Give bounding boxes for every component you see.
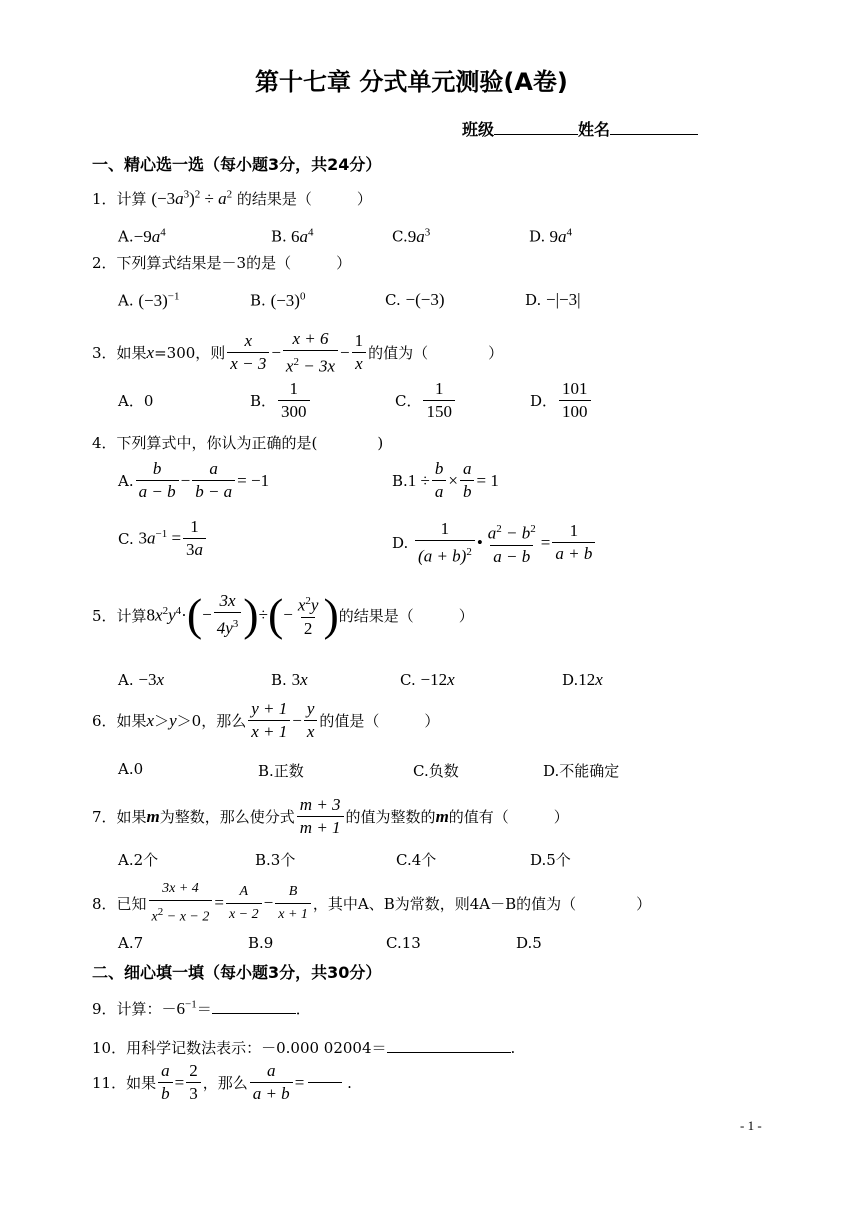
- question-8-option-b: B.9: [248, 934, 274, 952]
- question-1-option-c: $C.9a^3$: [392, 226, 431, 246]
- question-5-prefix: 5．计算: [92, 606, 147, 625]
- question-5-option-c: C. −12x: [400, 670, 455, 689]
- question-8: 8．已知 $\frac{3x + 4}{x^2 - x - 2}$ = $\frac{A}{x - 2}$ − $\frac{B}{x + 1}$ ，其中A、B为常数，则4A－B的值为（ ）: [92, 881, 652, 925]
- fraction: $\frac{x + 6}{x^2 - 3x}$: [283, 330, 338, 376]
- question-7-option-d: D.5个: [530, 851, 571, 869]
- question-8-prefix: 8．已知: [92, 894, 147, 913]
- question-5: 5．计算 $8x^2y^4\cdot$ ( − $\frac{3x}{4y^3}$ ) ÷ ( − $\frac{x^2y}{2}$ ) 的结果是（ ）: [92, 589, 474, 640]
- question-2-option-a: A. $(-3)^{-1}$: [118, 290, 180, 310]
- question-7-option-b: B.3个: [255, 851, 296, 869]
- question-3-prefix: 3．如果: [92, 344, 147, 363]
- question-6-option-d: D.不能确定: [543, 762, 620, 780]
- question-1-option-d: D. $9a^4$: [529, 226, 573, 246]
- question-5-option-b: B. 3x: [271, 670, 308, 689]
- question-1-expression: $(-3a^3)^2 \div a^2$: [151, 188, 233, 208]
- question-1: [92, 188, 372, 209]
- question-8-option-c: C.13: [386, 934, 421, 952]
- question-6-option-a: A.0: [118, 760, 144, 778]
- fraction: $\frac{1}{x}$: [352, 332, 367, 373]
- question-5-option-d: D.12x: [562, 670, 603, 689]
- question-6-suffix: 的值是（ ）: [319, 712, 440, 730]
- answer-blank: [212, 1013, 296, 1014]
- page-title: 第十七章 分式单元测验(A卷): [255, 68, 568, 96]
- question-6-option-c: C.负数: [413, 762, 459, 780]
- question-9: 9．计算：$-6^{-1}=$ ．: [92, 998, 311, 1018]
- question-7-option-a: A.2个: [118, 851, 159, 869]
- question-3-option-a: A．0: [118, 392, 154, 410]
- question-1-option-a: $A.-9a^4$: [118, 226, 166, 246]
- question-3-suffix: 的值为（ ）: [368, 344, 504, 363]
- answer-blank: [308, 1082, 342, 1083]
- name-blank: [610, 134, 698, 135]
- question-5-suffix: 的结果是（ ）: [338, 606, 474, 625]
- question-3-condition: =300，则: [154, 344, 226, 363]
- page-number: - 1 -: [740, 1118, 762, 1133]
- question-4-option-b: B. 1 ÷ $\frac{b}{a}$ × $\frac{a}{b}$ = 1: [392, 459, 499, 501]
- answer-blank: [387, 1052, 511, 1053]
- question-2-option-c: C. −(−3): [385, 290, 445, 309]
- question-3-option-c: C． $\frac{1}{150}$: [395, 380, 457, 421]
- question-8-option-a: A.7: [118, 934, 144, 952]
- question-8-suffix: ，其中A、B为常数，则4A－B的值为（ ）: [312, 894, 652, 913]
- question-3: 3．如果 x =300，则 $\frac{x}{x - 3}$ − $\frac{x + 6}{x^2 - 3x}$ − $\frac{1}{x}$ 的值为（ ）: [92, 329, 504, 376]
- class-name-line: [462, 117, 698, 140]
- question-7-option-c: C.4个: [396, 851, 437, 869]
- question-1-suffix: 的结果是（ ）: [236, 190, 372, 208]
- name-label: 姓名: [578, 120, 611, 139]
- class-label: 班级: [462, 120, 495, 139]
- question-1-prefix: 1．计算: [92, 190, 147, 208]
- question-8-option-d: D.5: [516, 934, 542, 952]
- question-10: 10．用科学记数法表示：－0.000 02004＝ .: [92, 1039, 516, 1057]
- question-4-option-d: D. $\frac{1}{(a + b)^2}$ • $\frac{a^2 - b^2}{a - b}$ = $\frac{1}{a + b}$: [392, 520, 597, 566]
- section-2-header: 二、细心填一填（每小题3分，共30分）: [92, 963, 382, 982]
- question-3-option-d: D． $\frac{101}{100}$: [530, 380, 593, 421]
- question-4-option-a: A. $\frac{b}{a - b}$ − $\frac{a}{b - a}$ = −1: [118, 459, 270, 501]
- question-3-option-b: B． $\frac{1}{300}$: [250, 380, 312, 421]
- question-7: 7．如果 m 为整数，那么使分式 $\frac{m + 3}{m + 1}$ 的值为整数的 m 的值有（ ）: [92, 795, 569, 837]
- fraction: $\frac{x}{x - 3}$: [227, 332, 269, 373]
- question-2: 2．下列算式结果是－3的是（ ）: [92, 254, 352, 272]
- question-4-option-c: C. $3a^{-1}$ = $\frac{1}{3a}$: [118, 518, 208, 559]
- question-6: 6．如果 x ＞ y ＞0，那么 $\frac{y + 1}{x + 1}$ − $\frac{y}{x}$ 的值是（ ）: [92, 699, 440, 741]
- question-2-option-b: B. $(-3)^0$: [250, 290, 306, 310]
- question-1-option-b: B. $6a^4$: [271, 226, 314, 246]
- question-2-option-d: D. −|−3|: [525, 290, 581, 309]
- question-6-prefix: 6．如果: [92, 712, 147, 730]
- class-blank: [494, 134, 578, 135]
- question-11: 11．如果 $\frac{a}{b}$ = $\frac{2}{3}$ ，那么 $\frac{a}{a + b}$ = .: [92, 1061, 352, 1103]
- question-6-option-b: B.正数: [258, 762, 304, 780]
- question-4: 4．下列算式中，你认为正确的是( ): [92, 434, 384, 452]
- question-5-option-a: A. −3x: [118, 670, 165, 689]
- section-1-header: 一、精心选一选（每小题3分，共24分）: [92, 155, 382, 174]
